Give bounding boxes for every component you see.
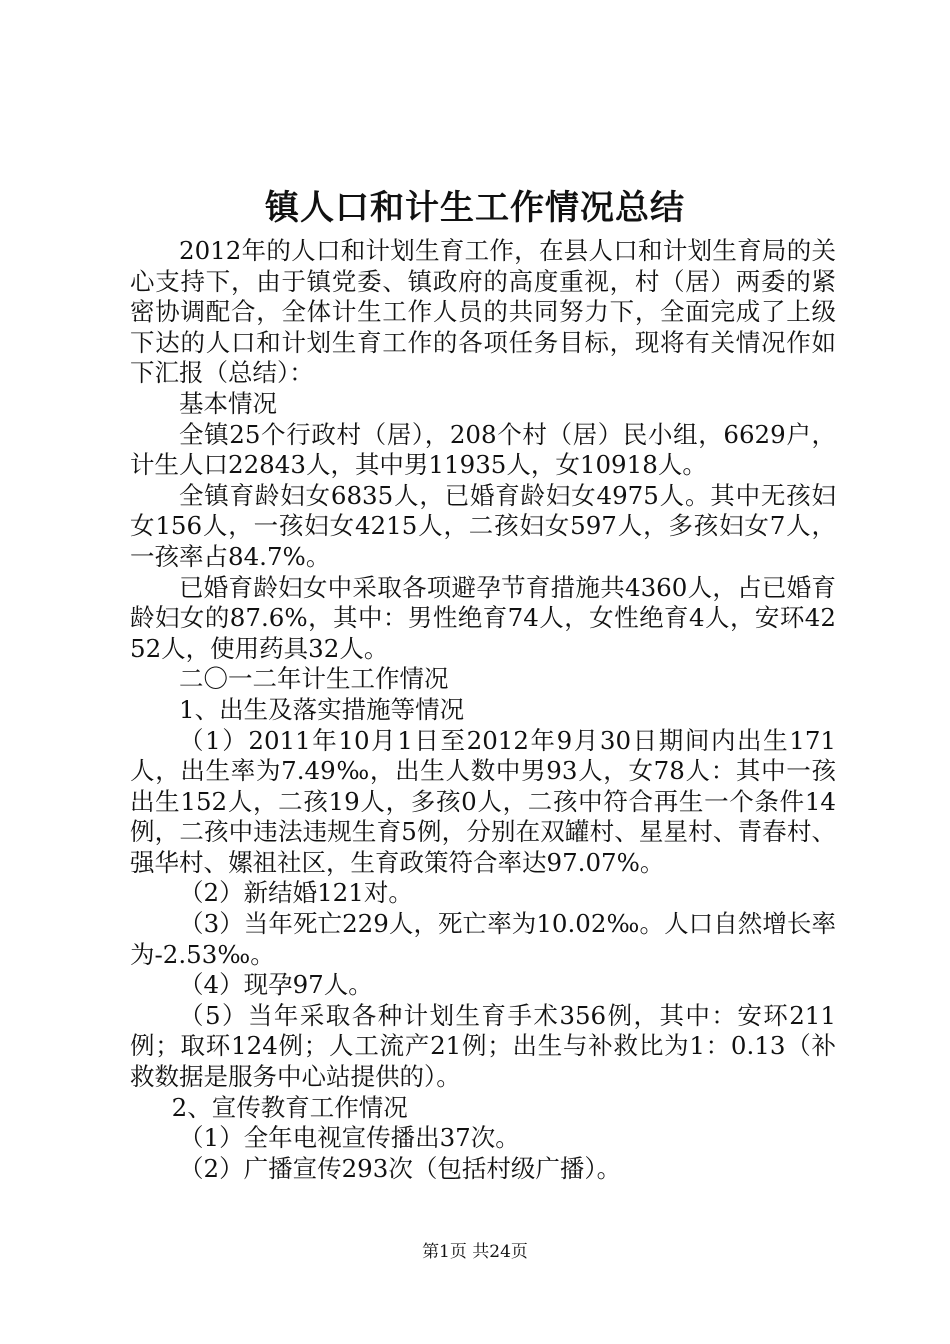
paragraph-radio-publicity: （2）广播宣传293次（包括村级广播）。 bbox=[179, 1153, 622, 1183]
document-body bbox=[130, 236, 836, 1184]
paragraph-births: （1）2011年10月1日至2012年9月30日期间内出生171人，出生率为7.49‰，出生人数中男93人，女78人：其中一孩出生152人，二孩19人，多孩0人，二孩中符合再生一个条件14例，二孩中违法违规生育5例，分别在双罐村、星星村、青春村、强华村、嫘祖社区，生育政策符合率达97.07%。 bbox=[130, 725, 836, 877]
intro-paragraph: 2012年的人口和计划生育工作，在县人口和计划生育局的关心支持下，由于镇党委、镇政府的高度重视，村（居）两委的紧密协调配合，全体计生工作人员的共同努力下，全面完成了上级下达的人口和计划生育工作的各项任务目标，现将有关情况作如下汇报（总结）： bbox=[130, 236, 836, 388]
paragraph-tv-publicity: （1）全年电视宣传播出37次。 bbox=[179, 1123, 520, 1153]
document-title: 镇人口和计生工作情况总结 bbox=[265, 188, 685, 228]
section-heading-basic: 基本情况 bbox=[179, 388, 277, 418]
paragraph-procedures: （5）当年采取各种计划生育手术356例，其中：安环211例；取环124例；人工流产21例；出生与补救比为1：0.13（补救数据是服务中心站提供的）。 bbox=[130, 1000, 836, 1092]
paragraph-marriages: （2）新结婚121对。 bbox=[179, 878, 413, 908]
paragraph-contraception: 已婚育龄妇女中采取各项避孕节育措施共4360人，占已婚育龄妇女的87.6%，其中：男性绝育74人，女性绝育4人，安环4252人，使用药具32人。 bbox=[130, 572, 836, 663]
paragraph-town-overview: 全镇25个行政村（居），208个村（居）民小组，6629户，计生人口22843人，其中男11935人，女10918人。 bbox=[130, 419, 836, 480]
paragraph-women-of-childbearing-age: 全镇育龄妇女6835人，已婚育龄妇女4975人。其中无孩妇女156人，一孩妇女4215人，二孩妇女597人，多孩妇女7人，一孩率占84.7%。 bbox=[130, 480, 836, 571]
page-number-footer: 第1页 共24页 bbox=[422, 1242, 528, 1262]
paragraph-deaths: （3）当年死亡229人，死亡率为10.02‰。人口自然增长率为-2.53‰。 bbox=[130, 909, 836, 969]
section-heading-2012-work: 二〇一二年计生工作情况 bbox=[179, 664, 449, 694]
subsection-heading-publicity: 2、宣传教育工作情况 bbox=[171, 1092, 408, 1122]
subsection-heading-births: 1、出生及落实措施等情况 bbox=[179, 694, 465, 724]
paragraph-pregnancies: （4）现孕97人。 bbox=[179, 970, 373, 1000]
